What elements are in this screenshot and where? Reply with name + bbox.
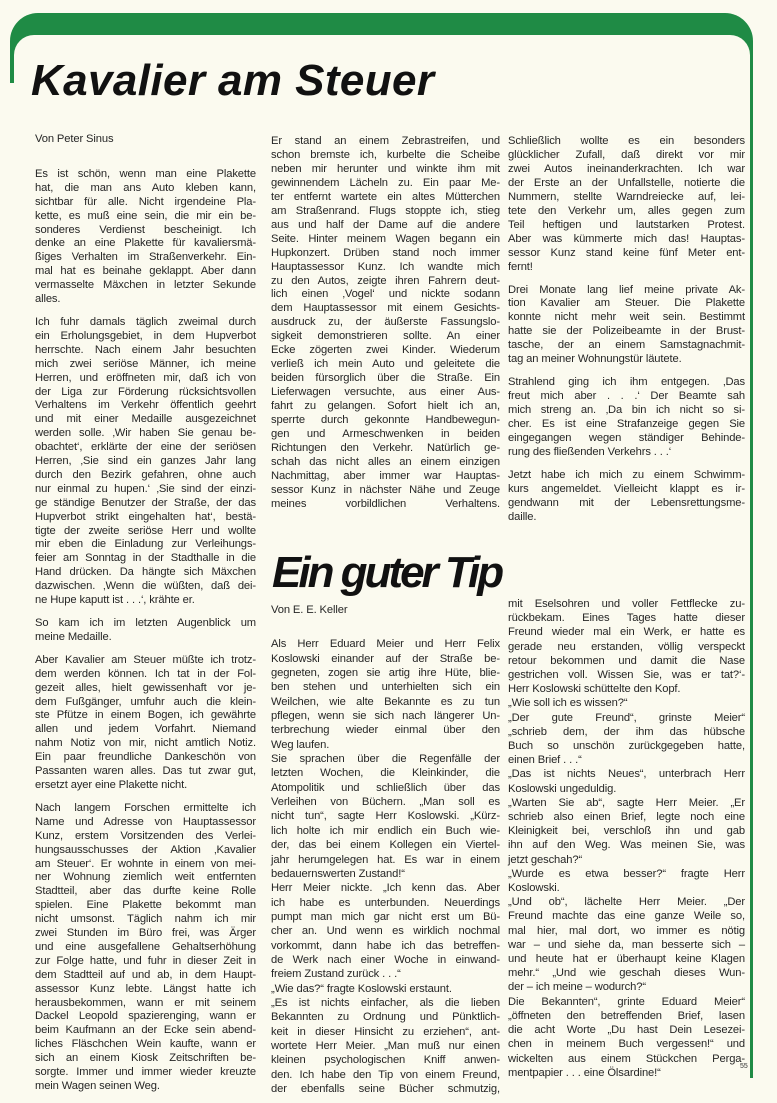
text-line: freiem Zustand zurück . . .“: [271, 968, 401, 981]
text-line: assessor Kunz lebte. Längst hatte ich: [35, 982, 256, 995]
text-line: hatte sie der Polizeibeamte in der Brust-: [508, 325, 745, 338]
text-line: gestrichen voll. Wissen Sie, was er tat?‘-: [508, 669, 745, 682]
text-line: eingegangen wegen ständiger Behinde-: [508, 432, 745, 445]
text-line: hungsausschusses der Aktion ‚Kavalier: [35, 843, 256, 856]
text-line: dem Fußgänger, umfuhr auch die klein-: [35, 695, 256, 708]
text-line: freut mich aber . . .‘ Der Beamte sah: [508, 390, 745, 403]
text-line: beim Kaufmann an der Ecke sein abend-: [35, 1024, 256, 1037]
byline: Von Peter Sinus: [35, 133, 114, 145]
text-line: mehr.“ „Und wie geschah dieses Wun-: [508, 967, 745, 980]
text-line: rung des fließenden Verkehrs . . .‘: [508, 446, 672, 459]
text-line: wickelten aus einem Stückchen Perga-: [508, 1052, 745, 1065]
text-line: ein Erholungsgebiet, in dem Hupverbot: [35, 329, 256, 342]
text-line: Ich fuhr damals täglich zweimal durch: [35, 315, 256, 328]
text-line: daille.: [508, 510, 537, 523]
text-line: Hauptassessor Kunz. Ich wandte mich: [271, 260, 500, 273]
text-line: Seite. Hinter meinem Wagen begann ein: [271, 232, 500, 245]
text-line: Aber Kavalier am Steuer müßte ich trotz-: [35, 653, 256, 666]
text-line: lich einen ‚Vogel‘ und nickte sodann: [271, 288, 500, 301]
text-line: neben mir herunter und winkte ihm mit: [271, 162, 500, 175]
text-line: Verleihen von Büchern. „Man soll es: [271, 796, 500, 809]
text-line: Er stand an einem Zebrastreifen, und: [271, 135, 500, 147]
text-line: der, das bei einem Kollegen ein Viertel-: [271, 839, 500, 852]
text-line: Herren, ‚Sie sind ein ganzes Jahr lang: [35, 455, 256, 468]
text-line: „schrieb dem, der ihm das hübsche: [508, 725, 745, 738]
text-line: sperrte durch gekonnte Handbewegun-: [271, 414, 500, 427]
text-line: pumpt man mich gar nicht erst um Bü-: [271, 910, 500, 923]
text-line: ter entfernt wartete ein altes Mütterchen: [271, 190, 500, 203]
text-line: jetzt geschah?“: [508, 853, 583, 866]
text-line: mich streng an. ‚Da bin ich nicht so si-: [508, 404, 745, 417]
text-line: glücklicher Zufall, daß direkt vor mir: [508, 148, 745, 161]
text-line: dem Hauptassessor mit einem Gesichts-: [271, 302, 500, 315]
paragraph: [508, 597, 745, 696]
text-line: durch den Bezirk gefahren, ohne auch: [35, 468, 256, 481]
text-line: Es ist schön, wenn man eine Plakette: [35, 167, 256, 180]
text-line: am Steuer‘. Er wohnte in einem von mei-: [35, 857, 256, 870]
text-line: ausdruck zu, der äußerste Fassungslo-: [271, 316, 500, 329]
paragraph: [508, 895, 745, 994]
text-line: Verhaltens im Verkehr öffentlich geehrt: [35, 399, 256, 412]
paragraph: [508, 767, 745, 795]
text-line: „Es ist nichts einfacher, als die lieben: [271, 996, 500, 1009]
paragraph: [35, 654, 256, 793]
text-line: „öffneten den betreffenden Brief, lasen: [508, 1009, 745, 1022]
text-line: zur Folge hatte, und fuhr in dieser Zeit in: [35, 954, 256, 967]
text-line: Buch so unschön zurückgegeben hatte,: [508, 740, 745, 753]
green-frame-right: [750, 60, 753, 1078]
text-line: mein Wagen seinen Weg.: [35, 1080, 160, 1092]
text-line: keit in dieser Hinsicht zu erziehen“, ant-: [271, 1025, 500, 1038]
article1-column-1: [35, 133, 256, 1103]
text-line: nicht umsonst. Täglich nahm ich mir: [35, 913, 256, 926]
text-line: Koslowski.: [508, 882, 560, 895]
text-line: sichtbar für alle. Nicht irgendeine Pla-: [35, 195, 256, 208]
text-line: konnte nicht mehr weit sein. Bestimmt: [508, 311, 745, 324]
paragraph: [508, 135, 745, 275]
text-line: sigkeit demonstrieren sollte. An einer: [271, 330, 500, 343]
text-line: fernt!: [508, 260, 533, 273]
text-line: Sie sprachen über die Regenfälle der: [271, 753, 500, 766]
text-line: war – und siehe da, man besserte sich –: [508, 938, 745, 951]
text-line: ner Wohnung ziemlich weit entfernten: [35, 871, 256, 884]
paragraph: [271, 881, 500, 981]
text-line: jahr herumgelegen hat. Es war in einem: [271, 853, 500, 866]
paragraph: [508, 995, 745, 1080]
article2-column-1: [271, 603, 500, 1096]
text-line: wortete Herr Meier. „Man muß nur einen: [271, 1039, 500, 1052]
article1-column-2: [271, 135, 500, 521]
paragraph: [35, 316, 256, 608]
paragraph: [271, 982, 500, 996]
text-line: ich habe es unterbunden. Neuerdings: [271, 896, 500, 909]
text-line: obachtet‘, erklärte der eine der seriösen: [35, 441, 256, 454]
text-line: tasche, der an einem Samstagnachmit-: [508, 339, 745, 352]
text-line: terbrechung wieder einmal über den: [271, 724, 500, 737]
text-line: kurs angemeldet. Vielleicht klappt es ir-: [508, 482, 745, 495]
paragraph: [508, 376, 745, 460]
paragraph: [508, 796, 745, 867]
text-line: feier am Sonntag in der Stadthalle in die: [35, 552, 256, 565]
text-line: fahrt zu gelangen. Sofort hielt ich an,: [271, 400, 500, 413]
text-line: Herr Koslowski schüttelte den Kopf.: [508, 683, 681, 696]
text-line: „Wie soll ich es wissen?“: [508, 697, 628, 710]
text-line: gerade neu erstanden, völlig verspeckt: [508, 640, 745, 653]
text-line: Koslowski einander auf der Straße be-: [271, 652, 500, 665]
text-line: Weg laufen.: [271, 738, 330, 751]
text-line: gendwann mit der Lebensrettungsme-: [508, 496, 745, 509]
text-line: zu den Autos, zeigte ihren Fahrern deut-: [271, 274, 500, 287]
text-line: „Wurde es etwa besser?“ fragte Herr: [508, 867, 745, 880]
text-line: Kunz, erstem Vorsitzenden des Verlei-: [35, 829, 256, 842]
text-line: Drei Monate lang lief meine private Ak-: [508, 283, 745, 296]
text-line: zwei Stunden im Büro frei, was Ärger: [35, 927, 256, 940]
text-line: zwei Autos ineinanderkrachten. Ich war: [508, 162, 745, 175]
text-line: Ecke zögerten zwei Kinder. Wiederum: [271, 344, 500, 357]
paragraph: [35, 617, 256, 645]
text-line: Herren, und eröffneten mir, daß ich von: [35, 371, 256, 384]
text-line: retour bekommen und damit die Nase: [508, 654, 745, 667]
text-line: Dackel Leopold spazierenging, wann er: [35, 1010, 256, 1023]
text-line: herausbekommen, wann er mit seinem: [35, 996, 256, 1009]
text-line: Schließlich wollte es ein besonders: [508, 135, 745, 147]
text-line: tete den Verkehr um, alles gegen zum: [508, 204, 745, 217]
text-line: Freund wieder mal ein Werk, er hatte es: [508, 626, 745, 639]
text-line: Nummern, stellte Warndreiecke auf, lei-: [508, 190, 745, 203]
text-line: „Der gute Freund“, grinste Meier“: [508, 711, 745, 724]
text-line: vorkommt, dann habe ich das betreffen-: [271, 939, 500, 952]
text-line: der Liga zur Förderung rücksichtsvollen: [35, 385, 256, 398]
text-line: gezeit alles, hielt gewissenhaft vor je-: [35, 681, 256, 694]
article2-column-2: [508, 597, 745, 1080]
text-line: gewinnendem Lächeln zu. Ein paar Me-: [271, 176, 500, 189]
text-line: gegneten, zogen sie artig ihre Hüte, blie-: [271, 667, 500, 680]
text-line: Koslowski ungeduldig.: [508, 782, 617, 795]
text-line: nur einmal zu hupen.‘ ‚Sie sind der einzi-: [35, 482, 256, 495]
text-line: Als Herr Eduard Meier und Herr Felix: [271, 638, 500, 651]
paragraph: [508, 284, 745, 368]
text-line: vermasselte Mäxchen in letzter Sekunde: [35, 279, 256, 292]
text-line: bedauernswerten Zustand!“: [271, 867, 405, 880]
text-line: mentpapier . . . eine Ölsardine!“: [508, 1066, 661, 1079]
text-line: Name und Adresse von Hauptassessor: [35, 815, 256, 828]
text-line: ge ständige Benutzer der Straße, der das: [35, 496, 256, 509]
text-line: Passanten waren alles. Das tut zwar gut,: [35, 765, 256, 778]
text-line: de Werk nach einer Woche in einwand-: [271, 953, 500, 966]
text-line: cher. Es ist eine Strafanzeige gegen Sie: [508, 418, 745, 431]
text-line: dem Stadtteil auf und ab, in dem Haupt-: [35, 968, 256, 981]
text-line: mich zwei seriöse Männer, ich meine: [35, 357, 256, 370]
text-line: Hupverbot strikt eingehalten hat‘, bestä-: [35, 510, 256, 523]
text-line: Stadtteil, aber das durfte keine Rolle: [35, 885, 256, 898]
text-line: „Wie das?“ fragte Koslowski erstaunt.: [271, 982, 452, 995]
text-line: mir eben die Einladung zur Verleihungs-: [35, 538, 256, 551]
paragraph: [508, 469, 745, 525]
article1-column-3: [508, 135, 745, 534]
text-line: kleinen psychologischen Kniff anwen-: [271, 1054, 500, 1067]
text-line: tion Kavalier am Steuer. Die Plakette: [508, 297, 745, 310]
text-line: mit Eselsohren und voller Fettflecke zu-: [508, 598, 745, 610]
text-line: der Erste an der Unfallstelle, notierte die: [508, 176, 745, 189]
text-line: einen Brief . . .“: [508, 754, 582, 767]
text-line: Strahlend ging ich ihm entgegen. ‚Das: [508, 376, 745, 389]
text-line: ßiges Verhalten im Straßenverkehr. Ein-: [35, 251, 256, 264]
text-line: sorgte. Immer und immer wieder kreuzte: [35, 1066, 256, 1079]
article-title-kavalier: Kavalier am Steuer: [31, 56, 435, 105]
text-line: gen und Armeschwenken in beiden: [271, 428, 500, 441]
text-line: den. Ich habe den Tip von einem Freund,: [271, 1068, 500, 1081]
text-line: So kam ich im letzten Augenblick um: [35, 617, 256, 629]
text-line: Nachmittag, aber immer war Hauptas-: [271, 469, 500, 482]
text-line: beiden fürsorglich über die Straße. Ein: [271, 372, 500, 385]
text-line: die acht Worte „Du hast Dein Lesezei-: [508, 1024, 745, 1037]
text-line: und heute hat er überhaupt keine Klagen: [508, 953, 745, 966]
text-line: nahm Notiz von mir, nicht amtlich Notiz.: [35, 737, 256, 750]
text-line: der – ich meine – wodurch?“: [508, 981, 646, 994]
text-line: ben stehen und unterhielten sich ein: [271, 681, 500, 694]
text-line: Nach langem Forschen ermittelte ich: [35, 801, 256, 814]
text-line: ihn auf den Weg. Was meinen Sie, was: [508, 839, 745, 852]
text-line: ersetzt ayer eine Plakette nicht.: [35, 778, 188, 791]
paragraph: [271, 135, 500, 512]
text-line: tag an meiner Wohnungstür läutete.: [508, 353, 682, 366]
text-line: sich an einem Kiosk Zeitschriften be-: [35, 1052, 256, 1065]
text-line: meine Medaille.: [35, 630, 112, 643]
text-line: cher an. Und wenn es wirklich nochmal: [271, 925, 500, 938]
text-line: dazwischen. ‚Wenn die wüßten, daß dei-: [35, 580, 256, 593]
text-line: ste Pfütze in einem Bogen, ich gewährte: [35, 709, 256, 722]
text-line: denke an eine Plakette für kavaliersmä-: [35, 237, 256, 250]
text-line: alles.: [35, 293, 61, 306]
text-line: mal hat es beinahe geklappt. Aber dann: [35, 265, 256, 278]
text-line: meines vorbildlichen Verhaltens.: [271, 497, 500, 510]
text-line: herrschte. Nach einem Jahr besuchten: [35, 343, 256, 356]
text-line: Aber was kümmerte mich das! Hauptas-: [508, 232, 745, 245]
text-line: Hand drücken. Da hängte sich Mäxchen: [35, 566, 256, 579]
paragraph: [271, 752, 500, 881]
text-line: schrieb also einen Brief, legte noch eine: [508, 811, 745, 824]
text-line: liches Fläschchen Wein kaufte, wann er: [35, 1038, 256, 1051]
text-line: „Das ist nichts Neues“, unterbrach Herr: [508, 768, 745, 781]
paragraph: [508, 696, 745, 710]
paragraph: [35, 802, 256, 1094]
text-line: schon bremste ich, kurbelte die Scheibe: [271, 148, 500, 161]
text-line: „Warten Sie ab“, sagte Herr Meier. „Er: [508, 796, 745, 809]
paragraph: [271, 637, 500, 752]
text-line: mal hier, mal dort, wo immer es nötig: [508, 924, 745, 937]
text-line: werden solle. ‚Wir haben Sie genau be-: [35, 427, 256, 440]
text-line: schah das nicht alles an einem einzigen: [271, 455, 500, 468]
text-line: tigte der zweite seriöse Herr und wollte: [35, 524, 256, 537]
text-line: sonderes Verdienst bescheinigt. Ich: [35, 223, 256, 236]
text-line: Die Bekannten“, grinte Eduard Meier“: [508, 995, 745, 1008]
text-line: spielen. Eine Plakette bekommt man: [35, 899, 256, 912]
text-line: letzten Wochen, die Kleinkinder, die: [271, 767, 500, 780]
page-number: 55: [740, 1063, 748, 1070]
text-line: Richtungen den Verkehr. Natürlich ge-: [271, 441, 500, 454]
text-line: Jetzt habe ich mich zu einem Schwimm-: [508, 468, 745, 481]
text-line: sessor Kunz in nächster Nähe und Zeuge: [271, 483, 500, 496]
text-line: lich holte ich mir endlich ein Buch wie-: [271, 824, 500, 837]
text-line: sessor Kunz stand keine fünf Meter ent-: [508, 246, 745, 259]
text-line: der ebenfalls seine Bücher schmutzig,: [271, 1083, 500, 1095]
paragraph: [35, 168, 256, 307]
paragraph: [508, 867, 745, 895]
text-line: dem werden können. Ich tat in der Fol-: [35, 667, 256, 680]
text-line: Herr Meier nickte. „Ich kenn das. Aber: [271, 882, 500, 895]
text-line: Teil heftigen und lautstarken Protest.: [508, 218, 745, 231]
text-line: Kleinigkeit bei, verschloß ihn und gab: [508, 825, 745, 838]
text-line: am Straßenrand. Flugs stoppte ich, stieg: [271, 204, 500, 217]
paragraph: [508, 711, 745, 768]
article-title-tip: Ein guter Tip: [272, 548, 502, 597]
text-line: Hupkonzert. Drüben stand noch immer: [271, 246, 500, 259]
text-line: kette, es muß eine sein, die mir ein be-: [35, 209, 256, 222]
text-line: und mit einer Medaille ausgezeichnet: [35, 413, 256, 426]
text-line: Bekannten zu Ordnung und Pünktlich-: [271, 1011, 500, 1024]
text-line: und eine ausgefallene Gehaltserhöhung: [35, 940, 256, 953]
text-line: Atompolitik und schließlich über das: [271, 781, 500, 794]
text-line: „Und ob“, lächelte Herr Meier. „Der: [508, 896, 745, 909]
text-line: nicht tun“, sagte Herr Koslowski. „Kürz-: [271, 810, 500, 823]
text-line: allen und jedem Vorfahrt. Niemand: [35, 723, 256, 736]
text-line: hat, die man ans Auto kleben kann,: [35, 181, 256, 194]
text-line: Weilchen, wie alte Bekannte es zu tun: [271, 695, 500, 708]
paragraph: [271, 996, 500, 1096]
text-line: Lieferwagen versuchte, aus einer Aus-: [271, 386, 500, 399]
text-line: verließ ich mein Auto und geleitete die: [271, 358, 500, 371]
text-line: rückbekam. Eines Tages hatte dieser: [508, 612, 745, 625]
text-line: aus und half der Dame auf die andere: [271, 218, 500, 231]
byline: Von E. E. Keller: [271, 604, 348, 616]
text-line: chen in meinem Buch vergessen!“ und: [508, 1038, 745, 1051]
text-line: Freund machte das eine ganze Weile so,: [508, 910, 745, 923]
text-line: Ein paar freundliche Dankeschön von: [35, 751, 256, 764]
text-line: pflegen, wenn sie sich nach längerer Un-: [271, 710, 500, 723]
text-line: ne Hupe kaputt ist . . .‘, krähte er.: [35, 594, 195, 607]
